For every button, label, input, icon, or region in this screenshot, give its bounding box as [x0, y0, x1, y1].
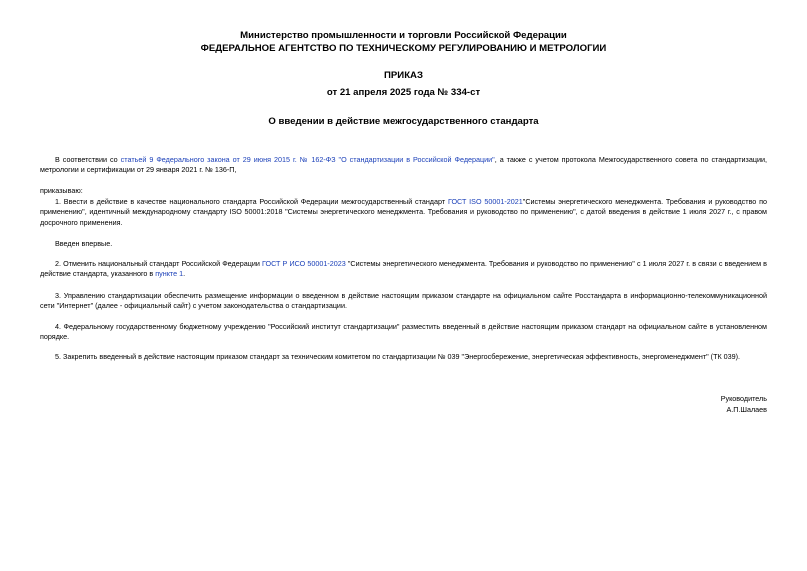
gost-r-iso-50001-link[interactable]: ГОСТ Р ИСО 50001-2023: [261, 259, 346, 268]
item-1-text-before: 1. Ввести в действие в качестве национального стандарта Российской Федерации межгосударственный стандарт: [55, 197, 448, 206]
order-word: приказываю:: [40, 186, 83, 195]
gost-iso-50001-link[interactable]: ГОСТ ISO 50001-2021: [447, 197, 523, 206]
item-2-text-before: 2. Отменить национальный стандарт Российской Федерации: [55, 259, 262, 268]
preamble-text-after: , а также с учетом протокола Межгосударственного совета по стандартизации, метрологии и сертификации от 29 января 2021 г. № 136-П,: [40, 155, 767, 175]
document-type: ПРИКАЗ: [384, 70, 423, 81]
federal-law-link[interactable]: статьей 9 Федерального закона от 29 июня 2015 г. № 162-ФЗ "О стандартизации в Российской Федерации": [120, 155, 495, 164]
item-1-paragraph: [40, 197, 767, 228]
item-4-paragraph: 4. Федеральному государственному бюджетному учреждению "Российский институт стандартизации" разместить введенный в действие настоящим приказом стандарт на официальном сайте в установленном порядке.: [40, 322, 767, 342]
introduced-first: Введен впервые.: [55, 239, 113, 248]
item-1-reference-link[interactable]: пункте 1: [155, 269, 184, 279]
item-5-paragraph: 5. Закрепить введенный в действие настоящим приказом стандарт за техническим комитетом по стандартизации № 039 "Энергосбережение, энергетическая эффективность, энергоменеджмент" (ТК 039).: [55, 352, 741, 361]
signature-title: Руководитель: [720, 394, 767, 403]
item-2-text-after: .: [183, 269, 186, 279]
item-1-text-after: "Системы энергетического менеджмента. Требования и руководство по применению", идентичный международному стандарту ISO 50001:2018 "Системы энергетического менеджмента. Требования и руководство по применению", с датой введения в действие 1 июля 2027 г., с правом досрочного применения.: [40, 197, 768, 227]
item-2-text-middle: "Системы энергетического менеджмента. Требования и руководство по применению" с 1 июля 2027 г. в связи с введением в действие стандарта, указанного в: [40, 259, 767, 279]
date-number: от 21 апреля 2025 года № 334-ст: [326, 87, 481, 98]
preamble-text-before: В соответствии со: [55, 155, 121, 164]
document-subject: О введении в действие межгосударственного стандарта: [268, 116, 539, 127]
agency-name: ФЕДЕРАЛЬНОЕ АГЕНТСТВО ПО ТЕХНИЧЕСКОМУ РЕГУЛИРОВАНИЮ И МЕТРОЛОГИИ: [200, 43, 607, 54]
item-3-paragraph: 3. Управлению стандартизации обеспечить размещение информации о введенном в действие настоящим приказом стандарте на официальном сайте Росстандарта в информационно-телекоммуникационной сети "Интернет" (далее - официальный сайт) с учетом законодательства о стандартизации.: [40, 291, 767, 311]
preamble-paragraph: [40, 155, 767, 176]
signature-name: А.П.Шалаев: [726, 405, 767, 414]
item-2-paragraph: [40, 259, 767, 280]
ministry-name: Министерство промышленности и торговли Российской Федерации: [240, 30, 567, 41]
